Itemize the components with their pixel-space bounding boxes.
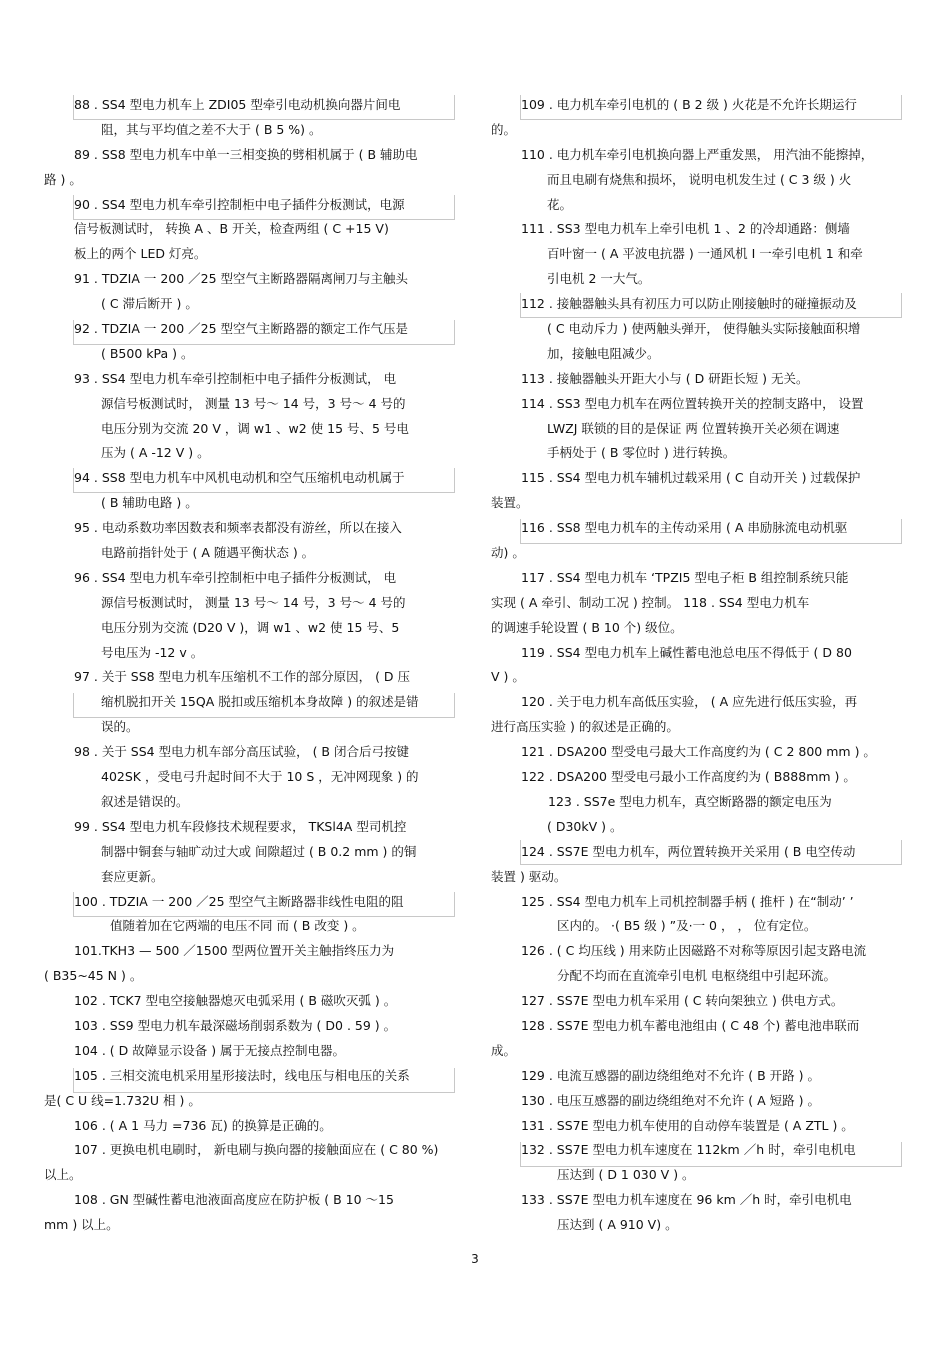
right-column-line: 成。 — [491, 1042, 517, 1058]
left-column-line: 96 . SS4 型电力机车牵引控制柜中电子插件分板测试， 电 — [74, 569, 397, 585]
right-column-line: 116 . SS8 型电力机车的主传动采用 ( A 串励脉流电动机驱 — [521, 520, 848, 536]
right-column-line: 的调速手轮设置 ( B 10 个) 级位。 — [491, 619, 683, 635]
left-column-line: 91 . TDZIA 一 200 ／25 型空气主断路器隔离闸刀与主触头 — [74, 271, 409, 287]
left-column-line: 108 . GN 型碱性蓄电池液面高度应在防护板 ( B 10 ～15 — [74, 1192, 394, 1208]
right-column-line: 117 . SS4 型电力机车 ‘TPZI5 型电子柜 B 组控制系统只能 — [521, 569, 849, 585]
right-column-line: 的。 — [491, 121, 517, 137]
right-column-line: 109 . 电力机车牵引电机的 ( B 2 级 ) 火花是不允许长期运行 — [521, 97, 857, 112]
right-column-line: ( C 电动斥力 ) 使两触头弹开， 使得触头实际接触面积增 — [547, 321, 861, 337]
right-column-line: 115 . SS4 型电力机车辅机过载采用 ( C 自动开关 ) 过载保护 — [521, 470, 861, 486]
right-column-line: 129 . 电流互感器的副边绕组绝对不允许 ( B 开路 ) 。 — [521, 1067, 820, 1083]
left-column-line: 值随着加在它两端的电压不同 而 ( B 改变 ) 。 — [110, 918, 365, 934]
right-column-line: 125 . SS4 型电力机车上司机控制器手柄 ( 推杆 ) 在“制动’ ’ — [521, 893, 854, 909]
left-column-line: 压为 ( A -12 V ) 。 — [101, 445, 210, 461]
left-column-line: 源信号板测试时， 测量 13 号～ 14 号，3 号～ 4 号的 — [101, 594, 406, 610]
left-column-line: 106 . ( A 1 马力 =736 瓦) 的换算是正确的。 — [74, 1117, 332, 1133]
left-column-line: 97 . 关于 SS8 型电力机车压缩机不工作的部分原因， ( D 压 — [74, 669, 411, 685]
left-column-line: 103 . SS9 型电力机车最深磁场削弱系数为 ( D0 . 59 ) 。 — [74, 1017, 397, 1033]
right-column-line: 压达到 ( D 1 030 V ) 。 — [557, 1167, 695, 1183]
left-column-line: 99 . SS4 型电力机车段修技术规程要求， TKSl4A 型司机控 — [74, 818, 407, 834]
page-number: 3 — [471, 1252, 479, 1266]
right-column-line: 111 . SS3 型电力机车上牵引电机 1 、2 的冷却通路：侧墙 — [521, 221, 850, 237]
right-column-line: 112 . 接触器触头具有初压力可以防止刚接触时的碰撞振动及 — [521, 296, 857, 312]
left-column-line: 电压分别为交流 (D20 V )，调 w1 、w2 使 15 号、5 — [101, 619, 400, 635]
right-column-line: ( D30kV ) 。 — [547, 818, 623, 834]
left-column-line: 电压分别为交流 20 V ，调 w1 、w2 使 15 号、5 号电 — [101, 420, 409, 436]
right-column-line: 132 . SS7E 型电力机车速度在 112km ／h 时，牵引电机电 — [521, 1142, 856, 1158]
right-column-line: 装置。 — [491, 495, 529, 511]
right-column-line: 131 . SS7E 型电力机车使用的自动停车装置是 ( A ZTL ) 。 — [521, 1117, 854, 1133]
right-column-line: 引电机 2 一大气。 — [547, 271, 651, 287]
right-column-line: LWZJ 联锁的目的是保证 两 位置转换开关必须在调速 — [547, 420, 840, 436]
right-column-line: 动) 。 — [491, 545, 525, 561]
left-column-line: 95 . 电动系数功率因数表和频率表都没有游丝，所以在接入 — [74, 520, 402, 536]
right-column-line: 实现 ( A 牵引、制动工况 ) 控制。 118 . SS4 型电力机车 — [491, 594, 810, 610]
right-column-line: 加，接触电阻减少。 — [547, 345, 660, 361]
left-column-line: 以上。 — [44, 1167, 82, 1183]
right-column — [491, 93, 911, 1238]
left-column-line: 套应更新。 — [101, 868, 164, 884]
left-column-line: 101.TKH3 — 500 ／1500 型两位置开关主触指终压力为 — [74, 943, 395, 959]
right-column-line: 进行高压实验 ) 的叙述是正确的。 — [491, 719, 679, 735]
left-column-line: 88 . SS4 型电力机车上 ZDI05 型牵引电动机换向器片间电 — [74, 97, 401, 112]
left-column-line: 缩机脱扣开关 15QA 脱扣或压缩机本身故障 ) 的叙述是错 — [101, 694, 419, 710]
left-column-line: 电路前指针处于 ( A 随遇平衡状态 ) 。 — [101, 545, 315, 561]
left-column-line: 105 . 三相交流电机采用星形接法时，线电压与相电压的关系 — [74, 1067, 410, 1083]
left-column-line: 107 . 更换电机电刷时， 新电刷与换向器的接触面应在 ( C 80 %) — [74, 1142, 439, 1158]
left-column-line: 是( C U 线=1.732U 相 ) 。 — [44, 1092, 201, 1108]
right-column-line: 装置 ) 驱动。 — [491, 868, 567, 884]
left-column-line: ( B35~45 N ) 。 — [44, 968, 143, 984]
left-column-line: 94 . SS8 型电力机车中风机电动机和空气压缩机电动机属于 — [74, 470, 405, 486]
left-column-line: 误的。 — [101, 719, 139, 735]
left-column-line: 阻，其与平均值之差不大于 ( B 5 %) 。 — [101, 121, 322, 137]
right-column-line: 121 . DSA200 型受电弓最大工作高度约为 ( C 2 800 mm ) 。 — [521, 744, 876, 760]
right-column-line: 花。 — [547, 196, 573, 212]
left-column-line: 98 . 关于 SS4 型电力机车部分高压试验， ( B 闭合后弓按键 — [74, 744, 409, 760]
right-column-line: 119 . SS4 型电力机车上碱性蓄电池总电压不得低于 ( D 80 — [521, 644, 852, 660]
left-column — [44, 93, 464, 1238]
right-column-line: 128 . SS7E 型电力机车蓄电池组由 ( C 48 个) 蓄电池串联而 — [521, 1017, 860, 1033]
left-column-line: 叙述是错误的。 — [101, 793, 189, 809]
right-column-line: 122 . DSA200 型受电弓最小工作高度约为 ( B888mm ) 。 — [521, 769, 856, 785]
right-column-line: 133 . SS7E 型电力机车速度在 96 km ／h 时，牵引电机电 — [521, 1192, 852, 1208]
left-column-line: 100 . TDZIA 一 200 ／25 型空气主断路器非线性电阻的阻 — [74, 893, 404, 909]
left-column-line: ( C 滞后断开 ) 。 — [101, 296, 198, 312]
right-column-line: V ) 。 — [491, 669, 525, 685]
right-column-line: 114 . SS3 型电力机车在两位置转换开关的控制支路中， 设置 — [521, 395, 864, 411]
right-column-line: 124 . SS7E 型电力机车，两位置转换开关采用 ( B 电空传动 — [521, 843, 856, 859]
left-column-line: 104 . ( D 故障显示设备 ) 属于无接点控制电器。 — [74, 1042, 346, 1058]
left-column-line: 90 . SS4 型电力机车牵引控制柜中电子插件分板测试，电源 — [74, 196, 405, 212]
right-column-line: 百叶窗一 ( A 平波电抗器 ) 一通风机 I 一牵引电机 1 和牵 — [547, 246, 863, 262]
left-column-line: 93 . SS4 型电力机车牵引控制柜中电子插件分板测试， 电 — [74, 370, 397, 386]
right-column-line: 113 . 接触器触头开距大小与 ( D 研距长短 ) 无关。 — [521, 370, 809, 386]
right-column-line: 而且电刷有烧焦和损坏， 说明电机发生过 ( C 3 级 ) 火 — [547, 171, 852, 187]
left-column-line: mm ) 以上。 — [44, 1217, 119, 1233]
left-column-line: 制器中铜套与轴旷动过大或 间隙超过 ( B 0.2 mm ) 的铜 — [101, 843, 417, 859]
left-column-line: 89 . SS8 型电力机车中单一三相变换的劈相机属于 ( B 辅助电 — [74, 146, 418, 162]
left-column-line: 402SK ，受电弓升起时间不大于 10 S ，无冲网现象 ) 的 — [101, 769, 419, 785]
right-column-line: 120 . 关于电力机车高低压实验， ( A 应先进行低压实验，再 — [521, 694, 858, 710]
left-column-line: 102 . TCK7 型电空接触器熄灭电弧采用 ( B 磁吹灭弧 ) 。 — [74, 993, 397, 1009]
left-column-line: 号电压为 -12 v 。 — [101, 644, 204, 660]
right-column-line: 130 . 电压互感器的副边绕组绝对不允许 ( A 短路 ) 。 — [521, 1092, 820, 1108]
left-column-line: 信号板测试时， 转换 A 、B 开关，检查两组 ( C +15 V) — [74, 221, 389, 237]
right-column-line: 110 . 电力机车牵引电机换向器上严重发黑， 用汽油不能擦掉， — [521, 146, 874, 162]
left-column-line: ( B500 kPa ) 。 — [101, 345, 194, 361]
left-column-line: 92 . TDZIA 一 200 ／25 型空气主断路器的额定工作气压是 — [74, 321, 409, 337]
right-column-line: 126 . ( C 均压线 ) 用来防止因磁路不对称等原因引起支路电流 — [521, 943, 867, 959]
right-column-line: 123 . SS7e 型电力机车，真空断路器的额定电压为 — [548, 793, 832, 809]
left-column-line: 源信号板测试时， 测量 13 号～ 14 号，3 号～ 4 号的 — [101, 395, 406, 411]
left-column-line: ( B 辅助电路 ) 。 — [101, 495, 198, 511]
right-column-line: 压达到 ( A 910 V) 。 — [557, 1217, 678, 1233]
right-column-line: 区内的。 ·( B5 级 ) ”及·一 0 ， ， 位有定位。 — [557, 918, 817, 934]
left-column-line: 板上的两个 LED 灯亮。 — [74, 246, 207, 262]
left-column-line: 路 ) 。 — [44, 171, 82, 187]
right-column-line: 手柄处于 ( B 零位时 ) 进行转换。 — [547, 445, 736, 461]
right-column-line: 分配不均而在直流牵引电机 电枢绕组中引起环流。 — [557, 968, 836, 984]
right-column-line: 127 . SS7E 型电力机车采用 ( C 转向架独立 ) 供电方式。 — [521, 993, 844, 1009]
